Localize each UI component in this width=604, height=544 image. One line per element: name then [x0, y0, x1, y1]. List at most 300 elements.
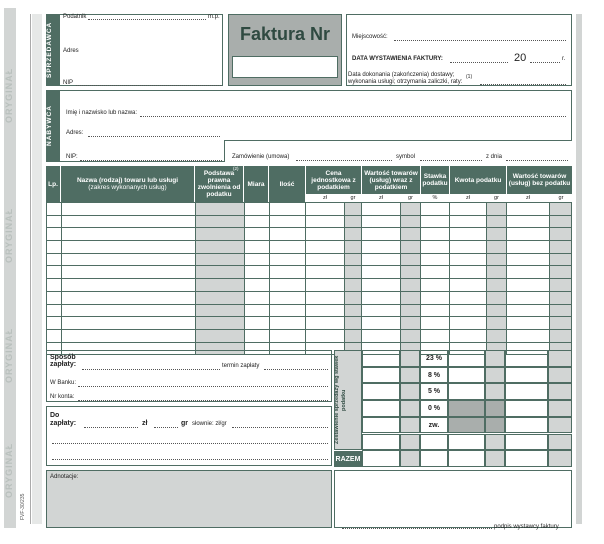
table-cell[interactable]	[401, 279, 421, 292]
buyer-address-label: Adres:	[66, 130, 84, 136]
payment-method-field[interactable]	[82, 369, 220, 370]
table-cell[interactable]	[487, 279, 507, 292]
table-cell[interactable]	[362, 266, 401, 279]
table-cell[interactable]	[269, 279, 306, 292]
items-table	[46, 202, 572, 355]
table-cell[interactable]	[549, 266, 571, 279]
signature-line	[342, 528, 492, 529]
table-cell[interactable]	[362, 291, 401, 304]
table-cell[interactable]	[61, 253, 195, 266]
table-cell[interactable]	[450, 291, 487, 304]
year-suffix: r.	[562, 56, 566, 62]
table-row	[47, 279, 572, 292]
table-cell[interactable]	[269, 304, 306, 317]
table-cell[interactable]	[47, 203, 62, 216]
table-cell[interactable]	[306, 279, 345, 292]
table-cell[interactable]	[507, 215, 550, 228]
table-cell[interactable]	[487, 266, 507, 279]
side-text-3: ORYGINAŁ	[4, 327, 14, 383]
buyer-section-label: NABYWCA	[46, 105, 53, 147]
summary-cell[interactable]	[362, 350, 400, 367]
table-cell[interactable]	[61, 215, 195, 228]
seller-nip-field[interactable]	[76, 85, 221, 86]
table-cell[interactable]	[345, 304, 362, 317]
table-cell[interactable]	[306, 304, 345, 317]
col-value-gross-header: Wartość towarów (usług) wraz z podatkiem	[362, 166, 420, 194]
table-cell[interactable]	[362, 329, 401, 342]
table-cell[interactable]	[269, 266, 306, 279]
table-cell[interactable]	[549, 279, 571, 292]
seller-mp-label: m.p.	[208, 14, 220, 20]
table-cell[interactable]	[362, 253, 401, 266]
table-cell[interactable]	[362, 304, 401, 317]
summary-total-label: RAZEM	[334, 451, 362, 467]
table-cell[interactable]	[345, 279, 362, 292]
table-cell[interactable]	[61, 304, 195, 317]
summary-cell[interactable]	[548, 450, 572, 467]
table-cell[interactable]	[450, 253, 487, 266]
table-cell[interactable]	[244, 329, 269, 342]
table-cell[interactable]	[362, 279, 401, 292]
bank-field[interactable]	[78, 386, 328, 387]
rate-pct: %	[432, 195, 438, 201]
table-cell[interactable]	[306, 215, 345, 228]
table-cell[interactable]	[450, 317, 487, 330]
table-cell[interactable]	[269, 253, 306, 266]
table-cell[interactable]	[487, 215, 507, 228]
table-cell[interactable]	[345, 253, 362, 266]
table-cell[interactable]	[269, 228, 306, 241]
due-label: Do zapłaty:	[50, 412, 77, 427]
summary-rate-3: 0 %	[420, 400, 448, 417]
summary-cell[interactable]	[400, 350, 420, 367]
table-row	[47, 253, 572, 266]
table-cell[interactable]	[306, 228, 345, 241]
table-cell[interactable]	[195, 253, 244, 266]
seller-address-label: Adres	[63, 48, 79, 54]
seller-section-label: SPRZEDAWCA	[46, 21, 53, 79]
table-cell[interactable]	[244, 241, 269, 254]
table-cell[interactable]	[507, 253, 550, 266]
table-cell[interactable]	[345, 266, 362, 279]
summary-cell[interactable]	[362, 383, 400, 400]
table-cell[interactable]	[487, 329, 507, 342]
summary-cell[interactable]	[485, 417, 505, 434]
side-fine-print	[32, 14, 42, 524]
summary-cell[interactable]	[400, 417, 420, 434]
table-row	[47, 266, 572, 279]
table-cell[interactable]	[47, 215, 62, 228]
table-cell[interactable]	[306, 317, 345, 330]
place-field[interactable]	[394, 40, 566, 41]
table-cell[interactable]	[487, 253, 507, 266]
summary-cell[interactable]	[400, 367, 420, 384]
side-rule	[30, 14, 31, 524]
signature-box[interactable]	[334, 470, 572, 528]
table-cell[interactable]	[195, 317, 244, 330]
col-basis-title: Podstawa prawna zwolnienia od podatku	[197, 170, 241, 198]
table-cell[interactable]	[61, 317, 195, 330]
due-box	[46, 406, 332, 466]
table-cell[interactable]	[401, 291, 421, 304]
table-cell[interactable]	[507, 228, 550, 241]
summary-cell[interactable]	[400, 434, 420, 451]
summary-rate-1: 8 %	[420, 367, 448, 384]
summary-cell[interactable]	[548, 434, 572, 451]
invoice-number-field[interactable]	[232, 56, 338, 78]
table-cell[interactable]	[47, 253, 62, 266]
table-cell[interactable]	[450, 228, 487, 241]
table-cell[interactable]	[421, 241, 450, 254]
table-cell[interactable]	[306, 329, 345, 342]
table-cell[interactable]	[362, 215, 401, 228]
table-cell[interactable]	[244, 317, 269, 330]
notes-label: Adnotacje:	[50, 474, 79, 480]
table-cell[interactable]	[269, 317, 306, 330]
table-cell[interactable]	[421, 329, 450, 342]
table-cell[interactable]	[61, 329, 195, 342]
table-row	[47, 317, 572, 330]
summary-cell[interactable]	[400, 450, 420, 467]
table-cell[interactable]	[401, 215, 421, 228]
account-label: Nr konta:	[50, 394, 75, 400]
payment-term-field[interactable]	[264, 369, 328, 370]
symbol-field[interactable]	[420, 160, 482, 161]
col-unit-price-header: Cena jednostkowa z podatkiem	[306, 166, 361, 194]
date-issue-label: DATA WYSTAWIENIA FAKTURY:	[352, 56, 443, 62]
col-measure-header: Miara	[244, 166, 268, 202]
col-value-net-header: Wartość towarów (usług) bez podatku	[507, 166, 572, 194]
summary-cell[interactable]	[548, 383, 572, 400]
table-cell[interactable]	[345, 291, 362, 304]
table-cell[interactable]	[47, 304, 62, 317]
tax-gr: gr	[494, 195, 499, 201]
table-row	[47, 228, 572, 241]
place-label: Miejscowość:	[352, 34, 388, 40]
value-gross-gr: gr	[408, 195, 413, 201]
order-date-label: z dnia	[486, 154, 503, 160]
table-cell[interactable]	[195, 291, 244, 304]
table-cell[interactable]	[244, 215, 269, 228]
summary-cell[interactable]	[485, 434, 505, 451]
table-cell[interactable]	[487, 304, 507, 317]
table-row	[47, 215, 572, 228]
payment-method-label: Sposób zapłaty:	[50, 354, 77, 368]
unit-price-zl: zł	[323, 195, 327, 201]
table-cell[interactable]	[450, 279, 487, 292]
table-cell[interactable]	[195, 304, 244, 317]
table-cell[interactable]	[421, 304, 450, 317]
summary-cell[interactable]	[548, 367, 572, 384]
delivery-label-2: wykonania usługi; otrzymania zaliczki, raty:	[348, 79, 463, 85]
table-cell[interactable]	[421, 253, 450, 266]
signature-label: podpis wystawcy faktury	[494, 524, 559, 530]
notes-box[interactable]	[46, 470, 332, 528]
summary-cell[interactable]	[505, 367, 548, 384]
summary-cell[interactable]	[485, 383, 505, 400]
summary-cell[interactable]	[362, 450, 400, 467]
summary-cell[interactable]	[505, 350, 548, 367]
table-cell[interactable]	[549, 304, 571, 317]
summary-cell[interactable]	[505, 450, 548, 467]
summary-cell[interactable]	[485, 450, 505, 467]
summary-cell[interactable]	[362, 434, 400, 451]
summary-cell[interactable]	[448, 417, 485, 434]
table-cell[interactable]	[269, 203, 306, 216]
table-cell[interactable]	[269, 291, 306, 304]
table-cell[interactable]	[61, 228, 195, 241]
summary-cell[interactable]	[505, 383, 548, 400]
buyer-nip-label: NIP:	[66, 154, 78, 160]
order-label: Zamówienie (umowa)	[232, 154, 290, 160]
table-cell[interactable]	[306, 266, 345, 279]
summary-cell[interactable]	[400, 383, 420, 400]
summary-cell[interactable]	[548, 400, 572, 417]
table-cell[interactable]	[401, 241, 421, 254]
seller-name-field[interactable]	[88, 19, 206, 20]
side-text-2: ORYGINAŁ	[4, 207, 14, 263]
table-cell[interactable]	[244, 266, 269, 279]
summary-vertical-label: Zestawienie sprzedaży wg stawek podatku	[334, 355, 347, 445]
year-field[interactable]	[530, 62, 560, 63]
summary-cell[interactable]	[362, 367, 400, 384]
table-cell[interactable]	[47, 329, 62, 342]
table-cell[interactable]	[450, 266, 487, 279]
table-cell[interactable]	[549, 228, 571, 241]
summary-cell[interactable]	[505, 434, 548, 451]
table-cell[interactable]	[269, 329, 306, 342]
table-row	[47, 304, 572, 317]
table-cell[interactable]	[549, 203, 571, 216]
table-cell[interactable]	[487, 317, 507, 330]
seller-name-label: Podatnik	[63, 14, 87, 20]
table-cell[interactable]	[244, 304, 269, 317]
buyer-name-field[interactable]	[140, 116, 566, 117]
table-cell[interactable]	[345, 317, 362, 330]
col-name-title: Nazwa (rodzaj) towaru lub usługi	[76, 177, 179, 184]
table-cell[interactable]	[507, 317, 550, 330]
summary-cell[interactable]	[400, 400, 420, 417]
summary-cell[interactable]	[448, 383, 485, 400]
table-cell[interactable]	[421, 266, 450, 279]
summary-cell[interactable]	[448, 400, 485, 417]
table-cell[interactable]	[362, 228, 401, 241]
summary-cell[interactable]	[362, 400, 400, 417]
table-cell[interactable]	[401, 228, 421, 241]
table-row	[47, 329, 572, 342]
table-cell[interactable]	[47, 291, 62, 304]
table-cell[interactable]	[61, 241, 195, 254]
table-cell[interactable]	[549, 317, 571, 330]
summary-rate-2: 5 %	[420, 383, 448, 400]
table-cell[interactable]	[47, 279, 62, 292]
summary-rate-0: 23 %	[420, 350, 448, 367]
item-rows	[47, 203, 572, 355]
table-cell[interactable]	[195, 329, 244, 342]
col-rate-header: Stawka podatku	[421, 166, 449, 194]
table-cell[interactable]	[244, 291, 269, 304]
table-cell[interactable]	[195, 266, 244, 279]
table-cell[interactable]	[195, 203, 244, 216]
table-cell[interactable]	[362, 241, 401, 254]
invoice-title: Faktura Nr	[239, 24, 331, 44]
summary-cell[interactable]	[548, 350, 572, 367]
table-cell[interactable]	[507, 304, 550, 317]
summary-cell[interactable]	[548, 417, 572, 434]
table-cell[interactable]	[362, 203, 401, 216]
table-cell[interactable]	[195, 279, 244, 292]
summary-cell[interactable]	[485, 367, 505, 384]
table-cell[interactable]	[306, 241, 345, 254]
words-field-3[interactable]	[52, 459, 328, 460]
summary-cell[interactable]	[485, 400, 505, 417]
col-name-header	[61, 166, 194, 202]
table-cell[interactable]	[61, 291, 195, 304]
table-cell[interactable]	[269, 215, 306, 228]
table-cell[interactable]	[450, 241, 487, 254]
summary-cell[interactable]	[505, 400, 548, 417]
value-gross-zl: zł	[379, 195, 383, 201]
table-cell[interactable]	[401, 304, 421, 317]
words-field-2[interactable]	[52, 443, 328, 444]
table-cell[interactable]	[487, 203, 507, 216]
table-cell[interactable]	[421, 215, 450, 228]
table-cell[interactable]	[195, 241, 244, 254]
words-field-1[interactable]	[232, 427, 328, 428]
col-qty-header: Ilość	[269, 166, 305, 202]
table-cell[interactable]	[507, 329, 550, 342]
table-cell[interactable]	[450, 304, 487, 317]
table-cell[interactable]	[306, 253, 345, 266]
summary-cell[interactable]	[448, 450, 485, 467]
payment-box	[46, 350, 332, 402]
table-cell[interactable]	[507, 291, 550, 304]
table-cell[interactable]	[195, 215, 244, 228]
table-cell[interactable]	[421, 291, 450, 304]
table-cell[interactable]	[549, 291, 571, 304]
table-cell[interactable]	[549, 215, 571, 228]
buyer-nip-field[interactable]	[80, 160, 222, 161]
summary-rate-4: zw.	[420, 417, 448, 434]
table-cell[interactable]	[450, 329, 487, 342]
delivery-label-1: Data dokonania (zakończenia) dostawy;	[348, 72, 455, 78]
table-cell[interactable]	[47, 317, 62, 330]
summary-cell[interactable]	[485, 350, 505, 367]
table-row	[47, 203, 572, 216]
table-cell[interactable]	[362, 317, 401, 330]
table-cell[interactable]	[401, 203, 421, 216]
table-cell[interactable]	[47, 241, 62, 254]
table-row	[47, 241, 572, 254]
side-text-4: ORYGINAŁ	[4, 442, 14, 498]
side-text-1: ORYGINAŁ	[4, 67, 14, 123]
seller-nip-label: NIP	[63, 80, 74, 86]
table-cell[interactable]	[401, 253, 421, 266]
payment-term-label: termin zapłaty	[222, 363, 260, 369]
table-cell[interactable]	[61, 266, 195, 279]
table-cell[interactable]	[549, 241, 571, 254]
summary-cell[interactable]	[448, 350, 485, 367]
table-cell[interactable]	[244, 253, 269, 266]
table-cell[interactable]	[244, 228, 269, 241]
table-cell[interactable]	[345, 215, 362, 228]
table-cell[interactable]	[244, 279, 269, 292]
table-cell[interactable]	[421, 279, 450, 292]
delivery-date-field[interactable]	[480, 84, 566, 85]
order-date-field[interactable]	[506, 160, 568, 161]
due-gr-field[interactable]	[154, 427, 178, 428]
table-cell[interactable]	[507, 279, 550, 292]
table-cell[interactable]	[345, 241, 362, 254]
table-cell[interactable]	[487, 228, 507, 241]
summary-cell[interactable]	[420, 450, 448, 467]
table-cell[interactable]	[345, 329, 362, 342]
due-zl-field[interactable]	[84, 427, 138, 428]
symbol-label: symbol	[396, 154, 416, 160]
due-zl-label: zł	[142, 420, 148, 427]
table-cell[interactable]	[195, 228, 244, 241]
date-issue-field[interactable]	[450, 62, 508, 63]
table-cell[interactable]	[421, 317, 450, 330]
table-cell[interactable]	[47, 266, 62, 279]
table-cell[interactable]	[244, 203, 269, 216]
table-cell[interactable]	[269, 241, 306, 254]
table-cell[interactable]	[549, 253, 571, 266]
buyer-address-field[interactable]	[88, 136, 220, 137]
table-cell[interactable]	[345, 203, 362, 216]
table-row	[47, 291, 572, 304]
year-prefix: 20	[514, 52, 527, 64]
table-cell[interactable]	[507, 203, 550, 216]
tax-zl: zł	[466, 195, 470, 201]
summary-cell[interactable]	[505, 417, 548, 434]
table-cell[interactable]	[401, 266, 421, 279]
table-cell[interactable]	[421, 228, 450, 241]
bank-label: W Banku:	[50, 380, 77, 386]
col-tax-header: Kwota podatku	[450, 166, 506, 194]
table-cell[interactable]	[549, 329, 571, 342]
due-gr-label: gr	[181, 420, 188, 427]
table-cell[interactable]	[401, 329, 421, 342]
table-cell[interactable]	[401, 317, 421, 330]
table-cell[interactable]	[345, 228, 362, 241]
summary-cell[interactable]	[362, 417, 400, 434]
col-lp-header: Lp.	[46, 166, 60, 202]
account-field[interactable]	[78, 400, 328, 401]
table-cell[interactable]	[47, 228, 62, 241]
order-field[interactable]	[296, 160, 392, 161]
table-cell[interactable]	[306, 291, 345, 304]
col-name-sub: (zakres wykonanych usług)	[88, 184, 167, 191]
table-cell[interactable]	[507, 266, 550, 279]
table-cell[interactable]	[450, 215, 487, 228]
table-cell[interactable]	[507, 241, 550, 254]
summary-cell[interactable]	[448, 367, 485, 384]
summary-cell[interactable]	[448, 434, 485, 451]
table-cell[interactable]	[61, 279, 195, 292]
table-cell[interactable]	[487, 291, 507, 304]
table-cell[interactable]	[487, 241, 507, 254]
table-cell[interactable]	[61, 203, 195, 216]
right-edge-strip	[576, 14, 582, 524]
delivery-footnote: (1)	[466, 74, 473, 80]
col-basis-note: (2)	[233, 166, 239, 171]
form-code: FVF-30/235	[20, 493, 26, 520]
summary-cell[interactable]	[420, 434, 448, 451]
table-cell[interactable]	[306, 203, 345, 216]
table-cell[interactable]	[421, 203, 450, 216]
table-cell[interactable]	[450, 203, 487, 216]
